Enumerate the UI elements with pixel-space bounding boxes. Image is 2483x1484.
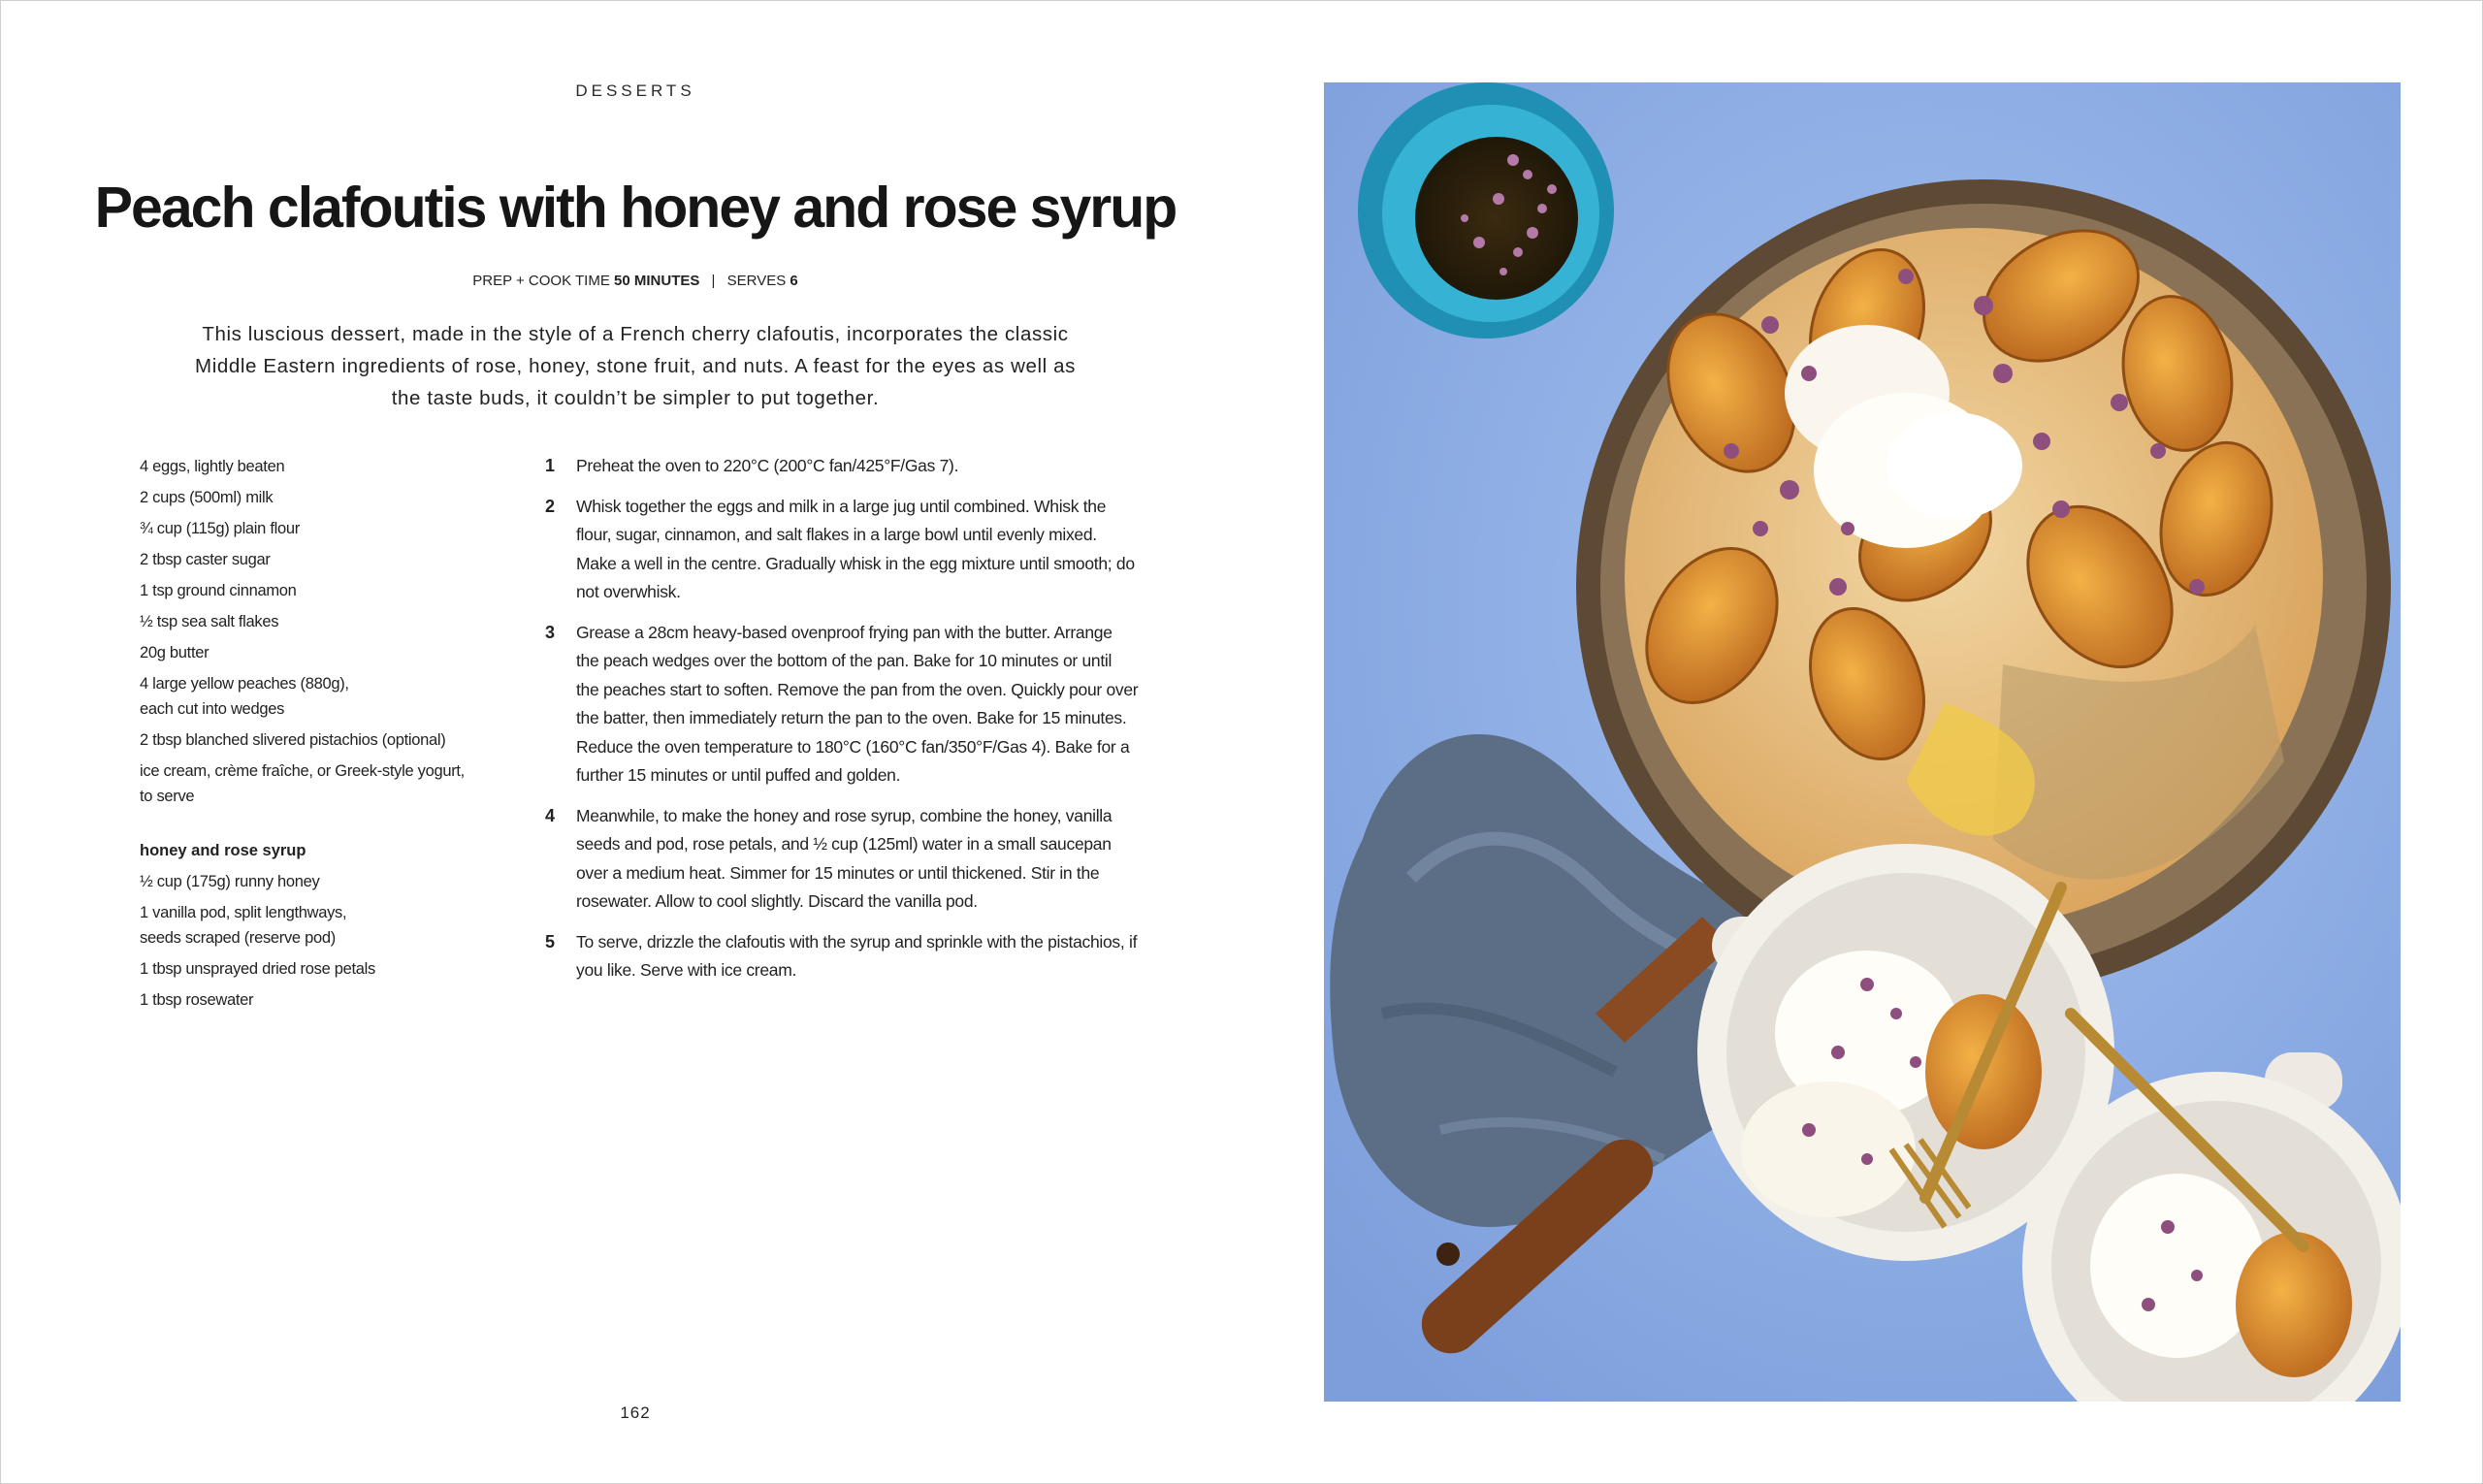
recipe-meta xyxy=(0,273,1271,289)
food-photo-illustration xyxy=(1324,82,2401,1402)
ingredient-item: ice cream, crème fraîche, or Greek-style yogurt, to serve xyxy=(140,762,465,805)
ingredient-item: 1 tsp ground cinnamon xyxy=(140,582,297,599)
step-text: To serve, drizzle the clafoutis with the syrup and sprinkle with the pistachios, if you like. Serve with ice cream. xyxy=(576,931,1138,980)
recipe-title: Peach clafoutis with honey and rose syrup xyxy=(94,176,1177,240)
step-text: Grease a 28cm heavy-based ovenproof frying pan with the butter. Arrange the peach wedges over the bottom of the pan. Bake for 10 minutes or until the peaches start to soften. Remove the pan from the oven. Quickly pour over the batter, then immediately return the pan to the oven. Bake for 15 minutes. Reduce the oven temperature to 180°C (160°C fan/350°F/Gas 4). Bake for a further 15 minutes or until puffed and golden. xyxy=(576,622,1139,785)
ingredient-item: 2 cups (500ml) milk xyxy=(140,489,274,506)
step-text: Whisk together the eggs and milk in a large jug until combined. Whisk the flour, sugar, cinnamon, and salt flakes in a large bowl until evenly mixed. Make a well in the centre. Gradually whisk in the egg mixture until smooth; do not overwhisk. xyxy=(576,496,1135,601)
syrup-heading: honey and rose syrup xyxy=(140,842,306,859)
ingredient-item: 2 tbsp blanched slivered pistachios (optional) xyxy=(140,731,446,749)
ingredient-item: 2 tbsp caster sugar xyxy=(140,551,271,568)
step-number: 4 xyxy=(545,805,555,825)
food-photo xyxy=(1324,82,2401,1402)
method-step xyxy=(545,452,1139,481)
syrup-ingredient-item: ½ cup (175g) runny honey xyxy=(140,873,320,890)
syrup-ingredient-item: 1 vanilla pod, split lengthways, seeds scraped (reserve pod) xyxy=(140,904,347,947)
method-step xyxy=(545,802,1139,917)
section-label: DESSERTS xyxy=(575,81,695,100)
method-steps xyxy=(545,452,1139,997)
step-number: 2 xyxy=(545,496,555,516)
syrup-ingredient-item: 1 tbsp rosewater xyxy=(140,991,254,1009)
step-number: 1 xyxy=(545,456,555,475)
method-step xyxy=(545,928,1139,985)
ingredient-item: ½ tsp sea salt flakes xyxy=(140,613,279,630)
method-step xyxy=(545,619,1139,790)
prep-time-label: PREP + COOK TIME xyxy=(472,273,610,289)
method-step xyxy=(545,493,1139,607)
step-text: Meanwhile, to make the honey and rose syrup, combine the honey, vanilla seeds and pod, rose petals, and ½ cup (125ml) water in a small saucepan over a medium heat. Simmer for 15 minutes or until thickened. Stir in the rosewater. Allow to cool slightly. Discard the vanilla pod. xyxy=(576,805,1113,911)
intro-paragraph: This luscious dessert, made in the style of a French cherry clafoutis, incorporates the classic Middle Eastern ingredients of rose, honey, stone fruit, and nuts. A feast for the eyes as well as the taste buds, it couldn’t be simpler to put together. xyxy=(195,323,1076,409)
serves-value: 6 xyxy=(790,273,798,289)
ingredient-item: 4 large yellow peaches (880g), each cut into wedges xyxy=(140,675,349,718)
meta-separator: | xyxy=(711,273,716,289)
syrup-ingredient-item: 1 tbsp unsprayed dried rose petals xyxy=(140,960,375,978)
ingredients-list xyxy=(140,454,489,1018)
step-text: Preheat the oven to 220°C (200°C fan/425°F/Gas 7). xyxy=(576,456,959,475)
page-number: 162 xyxy=(620,1403,651,1422)
step-number: 3 xyxy=(545,622,555,642)
ingredient-item: 20g butter xyxy=(140,644,210,661)
ingredient-item: 4 eggs, lightly beaten xyxy=(140,458,285,475)
ingredient-item: ¾ cup (115g) plain flour xyxy=(140,520,300,537)
syrup-bowl xyxy=(1358,82,1614,339)
serves-label: SERVES xyxy=(726,273,787,289)
prep-time-value: 50 MINUTES xyxy=(614,273,700,289)
step-number: 5 xyxy=(545,931,555,952)
